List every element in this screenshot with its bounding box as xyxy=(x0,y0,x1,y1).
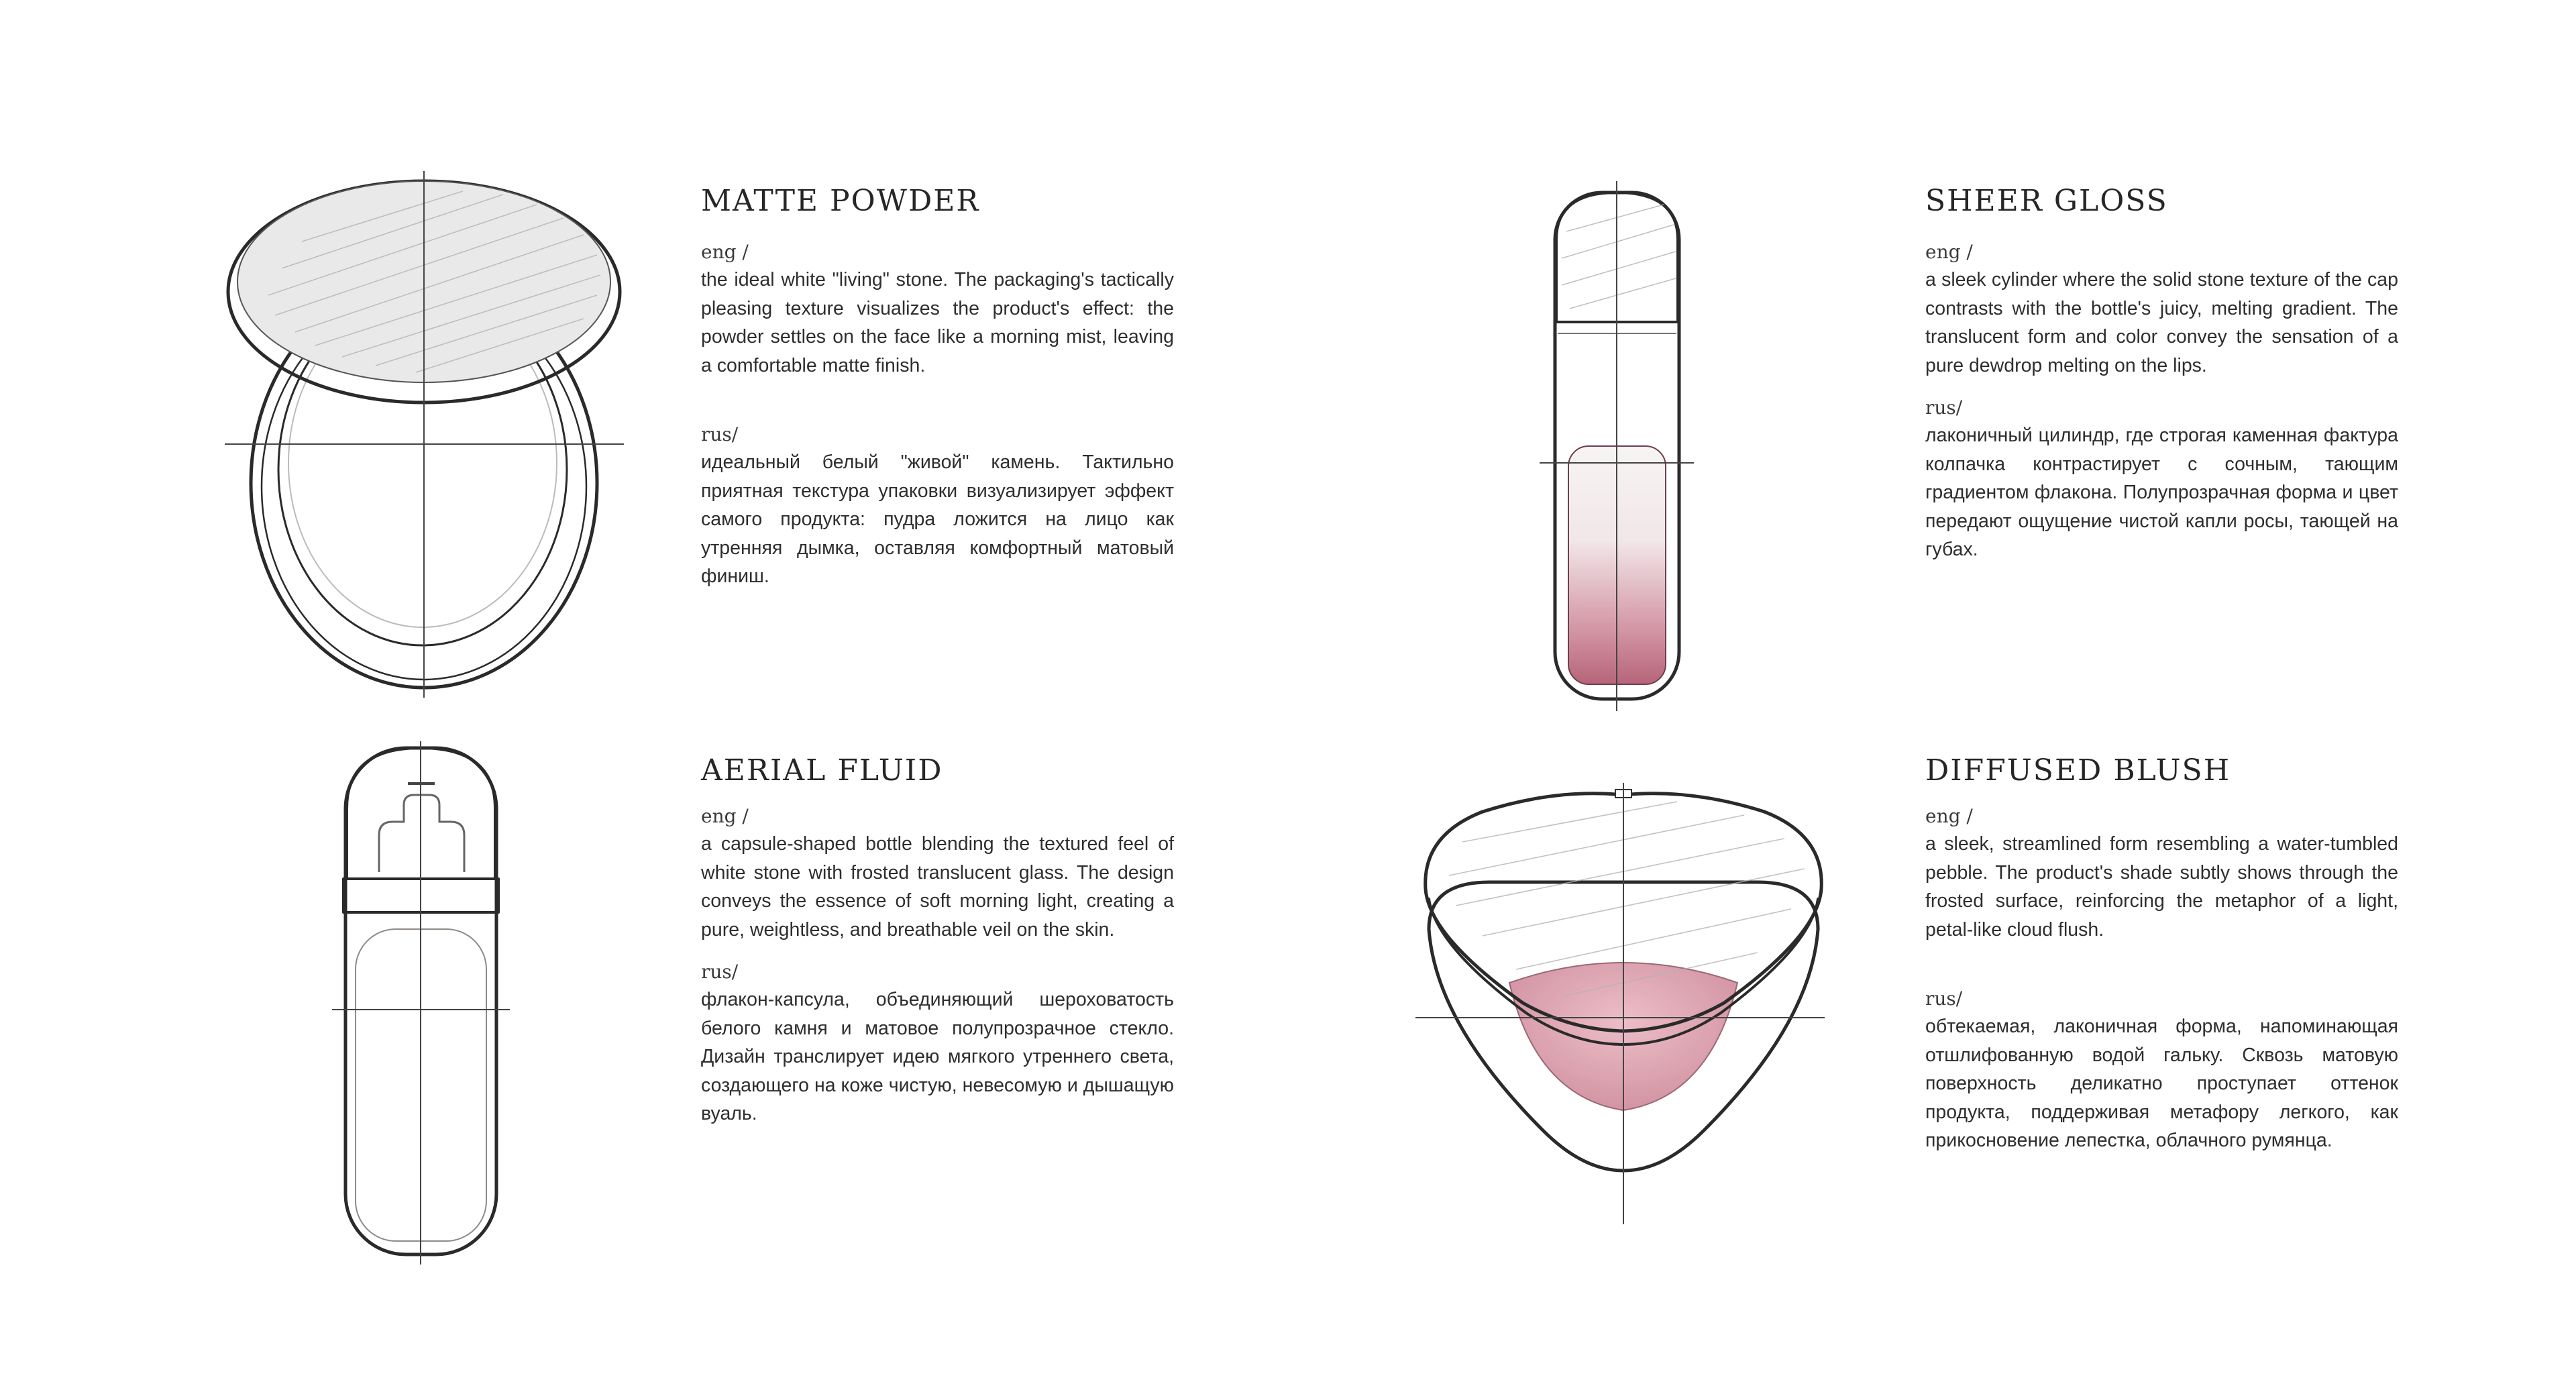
sheer-gloss-sketch xyxy=(1529,178,1704,714)
eng-description: the ideal white "living" stone. The packaging's tactically pleasing texture visualizes the product's effect: the powder settles on the face like a morning mist, leaving a comfortable matte finish. xyxy=(701,269,1174,376)
eng-description: a sleek, streamlined form resembling a water-tumbled pebble. The product's shade subtly shows through the frosted surface, reinforcing the metaphor of a light, petal-like cloud flush. xyxy=(1925,833,2398,941)
eng-label: eng / xyxy=(701,241,749,263)
rus-description: флакон-капсула, объединяющий шероховатость белого камня и матовое полупрозрачное стекло. Дизайн транслирует идею мягкого утреннего света, создающего на коже чистую, невесомую и дышащую вуаль. xyxy=(701,989,1174,1124)
eng-label: eng / xyxy=(1925,241,1973,263)
eng-label: eng / xyxy=(701,805,749,827)
product-title: MATTE POWDER xyxy=(701,184,980,218)
product-block-sheer-gloss xyxy=(1925,186,2398,564)
eng-description: a sleek cylinder where the solid stone texture of the cap contrasts with the bottle's juicy, melting gradient. The translucent form and color convey the sensation of a pure dewdrop melting on the lips. xyxy=(1925,269,2398,376)
rus-label: rus/ xyxy=(701,961,739,983)
rus-description: идеальный белый "живой" камень. Тактильно приятная текстура упаковки визуализирует эффект самого продукта: пудра ложится на лицо как утренняя дымка, оставляя комфортный матовый финиш. xyxy=(701,451,1174,587)
product-block-aerial-fluid xyxy=(701,753,1174,1128)
product-block-matte-powder xyxy=(701,186,1174,591)
eng-description: a capsule-shaped bottle blending the textured feel of white stone with frosted translucent glass. The design conveys the essence of soft morning light, creating a pure, weightless, and breathable veil on the skin. xyxy=(701,833,1174,941)
rus-label: rus/ xyxy=(1925,987,1963,1010)
product-title: AERIAL FLUID xyxy=(701,753,943,788)
matte-powder-sketch xyxy=(221,168,637,704)
product-block-diffused-blush xyxy=(1925,753,2398,1155)
rus-label: rus/ xyxy=(701,423,739,445)
diffused-blush-sketch xyxy=(1409,782,1838,1231)
aerial-fluid-sketch xyxy=(329,738,523,1268)
rus-label: rus/ xyxy=(1925,396,1963,419)
rus-description: лаконичный цилиндр, где строгая каменная фактура колпачка контрастирует с сочным, тающим градиентом флакона. Полупрозрачная форма и цвет передают ощущение чистой капли росы, тающей на губах. xyxy=(1925,425,2398,560)
product-title: DIFFUSED BLUSH xyxy=(1925,753,2231,788)
rus-description: обтекаемая, лаконичная форма, напоминающая отшлифованную водой гальку. Сквозь матовую поверхность деликатно проступает оттенок продукта, поддерживая метафору легкого, как прикосновение лепестка, облачного румянца. xyxy=(1925,1016,2398,1151)
product-title: SHEER GLOSS xyxy=(1925,184,2168,218)
eng-label: eng / xyxy=(1925,805,1973,827)
